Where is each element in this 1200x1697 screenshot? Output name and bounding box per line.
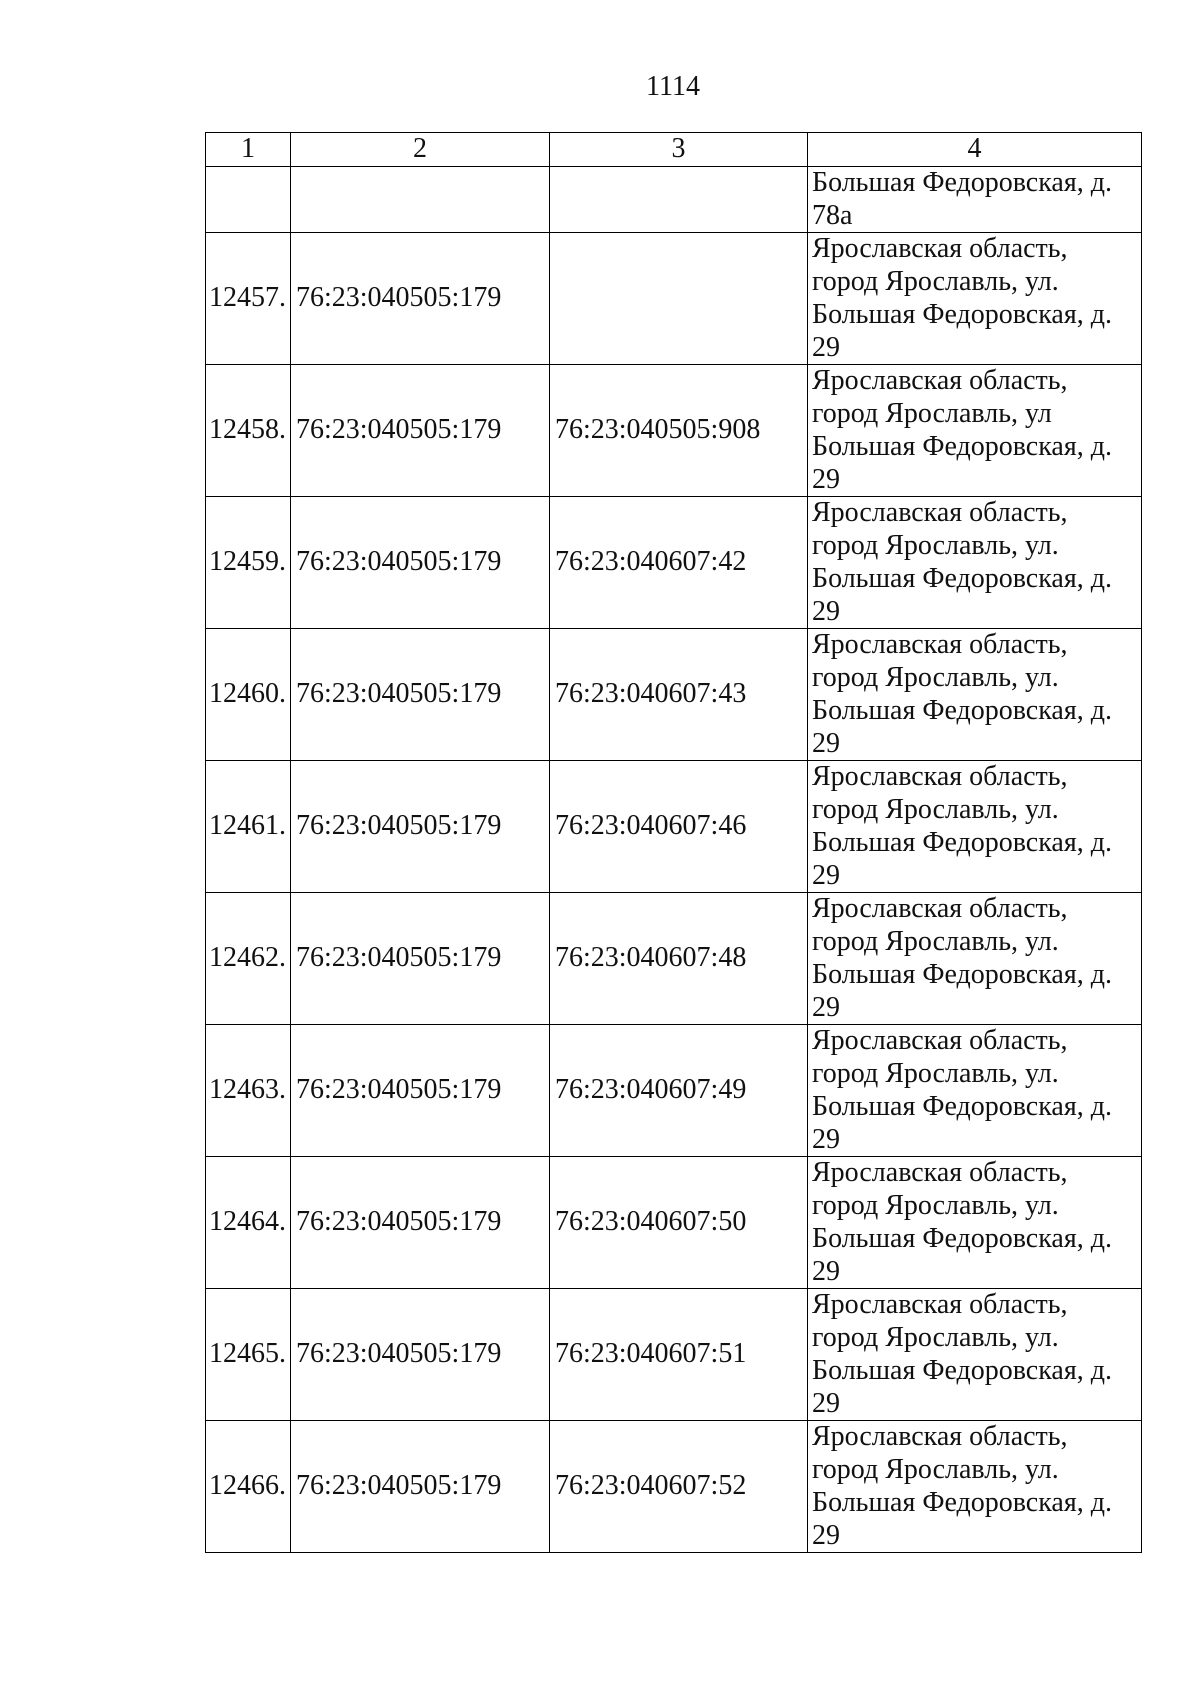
address-cell: Ярославская область, город Ярославль, ул. Большая Федоровская, д. 29 <box>808 1157 1142 1289</box>
address-cell: Ярославская область, город Ярославль, ул. Большая Федоровская, д. 29 <box>808 761 1142 893</box>
entry-number-cell: 12462. <box>206 893 291 1025</box>
entry-number-cell: 12466. <box>206 1421 291 1553</box>
object-cadastral-number-cell: 76:23:040607:43 <box>550 629 808 761</box>
object-cadastral-number-cell: 76:23:040607:52 <box>550 1421 808 1553</box>
cadastral-number-cell: 76:23:040505:179 <box>291 1421 550 1553</box>
table-row <box>206 365 1142 497</box>
header-cell-4: 4 <box>808 133 1142 167</box>
address-cell: Ярославская область, город Ярославль, ул. Большая Федоровская, д. 29 <box>808 1289 1142 1421</box>
cadastral-number-cell: 76:23:040505:179 <box>291 233 550 365</box>
entry-number-cell <box>206 166 291 233</box>
address-cell: Ярославская область, город Ярославль, ул. Большая Федоровская, д. 29 <box>808 1025 1142 1157</box>
cadastral-number-cell: 76:23:040505:179 <box>291 1025 550 1157</box>
cadastral-number-cell: 76:23:040505:179 <box>291 1289 550 1421</box>
entry-number-cell: 12460. <box>206 629 291 761</box>
header-cell-2: 2 <box>291 133 550 167</box>
header-cell-3: 3 <box>550 133 808 167</box>
table-row <box>206 497 1142 629</box>
table-row <box>206 1157 1142 1289</box>
cadastral-number-cell: 76:23:040505:179 <box>291 629 550 761</box>
table-row <box>206 1025 1142 1157</box>
address-cell: Ярославская область, город Ярославль, ул. Большая Федоровская, д. 29 <box>808 629 1142 761</box>
table-header <box>206 133 1142 167</box>
object-cadastral-number-cell: 76:23:040607:51 <box>550 1289 808 1421</box>
data-table <box>205 132 1142 1553</box>
table-row <box>206 761 1142 893</box>
address-cell: Ярославская область, город Ярославль, ул. Большая Федоровская, д. 29 <box>808 497 1142 629</box>
table-row <box>206 1289 1142 1421</box>
table-row <box>206 233 1142 365</box>
cadastral-number-cell: 76:23:040505:179 <box>291 893 550 1025</box>
cadastral-number-cell: 76:23:040505:179 <box>291 1157 550 1289</box>
entry-number-cell: 12461. <box>206 761 291 893</box>
table-row <box>206 166 1142 233</box>
entry-number-cell: 12464. <box>206 1157 291 1289</box>
address-cell: Ярославская область, город Ярославль, ул. Большая Федоровская, д. 29 <box>808 1421 1142 1553</box>
table-row <box>206 629 1142 761</box>
entry-number-cell: 12465. <box>206 1289 291 1421</box>
address-cell: Большая Федоровская, д. 78а <box>808 166 1142 233</box>
entry-number-cell: 12457. <box>206 233 291 365</box>
table-body <box>206 166 1142 1553</box>
cadastral-number-cell: 76:23:040505:179 <box>291 761 550 893</box>
cadastral-number-cell <box>291 166 550 233</box>
object-cadastral-number-cell: 76:23:040607:50 <box>550 1157 808 1289</box>
address-cell: Ярославская область, город Ярославль, ул. Большая Федоровская, д. 29 <box>808 893 1142 1025</box>
entry-number-cell: 12458. <box>206 365 291 497</box>
header-row <box>206 133 1142 167</box>
header-cell-1: 1 <box>206 133 291 167</box>
table-row <box>206 893 1142 1025</box>
object-cadastral-number-cell: 76:23:040607:42 <box>550 497 808 629</box>
cadastral-number-cell: 76:23:040505:179 <box>291 497 550 629</box>
object-cadastral-number-cell: 76:23:040505:908 <box>550 365 808 497</box>
cadastral-number-cell: 76:23:040505:179 <box>291 365 550 497</box>
address-cell: Ярославская область, город Ярославль, ул. Большая Федоровская, д. 29 <box>808 233 1142 365</box>
object-cadastral-number-cell <box>550 233 808 365</box>
page-number: 1114 <box>646 71 700 102</box>
object-cadastral-number-cell: 76:23:040607:48 <box>550 893 808 1025</box>
entry-number-cell: 12459. <box>206 497 291 629</box>
object-cadastral-number-cell <box>550 166 808 233</box>
object-cadastral-number-cell: 76:23:040607:46 <box>550 761 808 893</box>
table-row <box>206 1421 1142 1553</box>
entry-number-cell: 12463. <box>206 1025 291 1157</box>
object-cadastral-number-cell: 76:23:040607:49 <box>550 1025 808 1157</box>
address-cell: Ярославская область, город Ярославль, ул Большая Федоровская, д. 29 <box>808 365 1142 497</box>
